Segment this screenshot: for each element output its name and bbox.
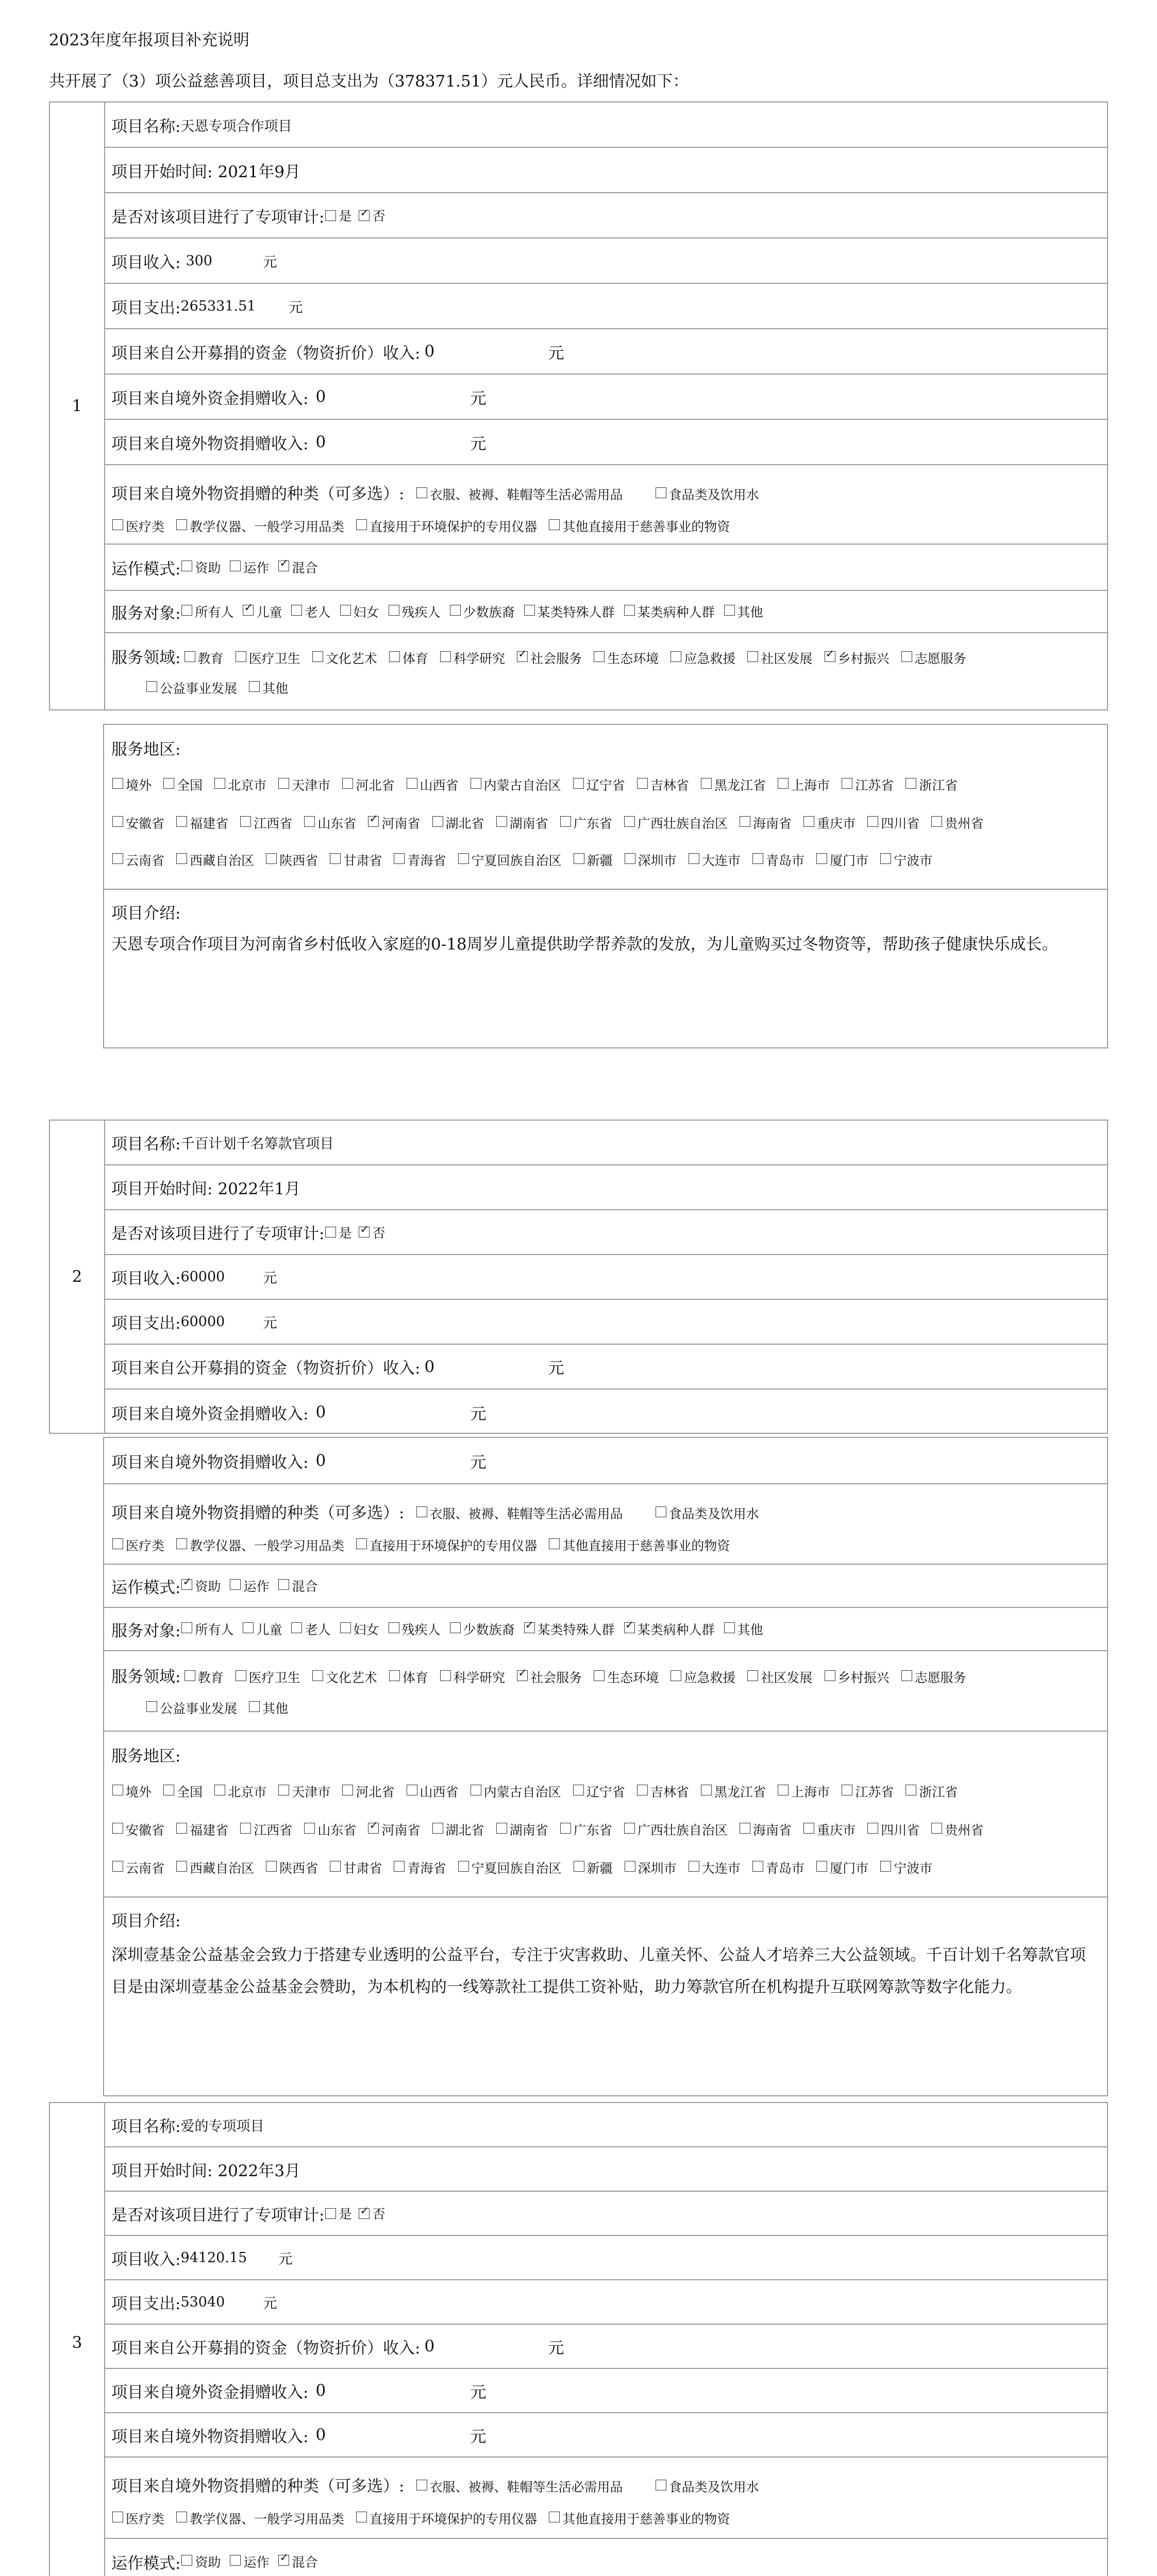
region-checkbox[interactable]	[112, 1861, 123, 1872]
row-region: 服务地区: 境外 全国 北京市 天津市 河北省 山西省 内蒙古自治区 辽宁省 吉林省 黑龙江省 上海市 江苏省 浙江省 安徽省 福建省 江西省 山东省 ✓ 河南省 湖北省 湖南省 广东省 广西壮族自治区 海南省 重庆市 四川省 贵州省 云南省 西藏自治区 陕西省 甘肃省 青海省 宁夏回族自治区 新疆 深圳市 大连市 青岛市 厦门市 宁波市	[104, 725, 1107, 890]
region-checkbox[interactable]	[803, 1823, 814, 1834]
region-checkbox[interactable]	[637, 1785, 648, 1795]
region-checkbox[interactable]	[163, 778, 174, 789]
row-desc: 项目介绍: 深圳壹基金公益基金会致力于搭建专业透明的公益平台，专注于灾害救助、儿童关怀、公益人才培养三大公益领域。千百计划千名筹款官项目是由深圳壹基金公益基金会赞助，为本机构的一线筹款社工提供工资补贴，助力筹款官所在机构提升互联网筹款等数字化能力。	[104, 1897, 1107, 2097]
row-foreign-goods: 项目来自境外物资捐赠收入: 0 元	[104, 2413, 1107, 2458]
region-checkbox[interactable]	[240, 816, 251, 827]
row-public: 项目来自公开募捐的资金（物资折价）收入: 0 元	[104, 329, 1107, 375]
target-checkbox[interactable]	[340, 605, 351, 616]
row-foreign-fund: 项目来自境外资金捐赠收入: 0 元	[104, 2369, 1107, 2413]
goods-checkbox[interactable]	[656, 487, 666, 498]
region-checkbox[interactable]	[752, 1861, 763, 1872]
region-checkbox[interactable]	[176, 1861, 187, 1872]
row-public: 项目来自公开募捐的资金（物资折价）收入: 0 元	[104, 2325, 1107, 2369]
field-checkbox[interactable]	[594, 1670, 605, 1681]
field-checkbox[interactable]	[236, 651, 246, 662]
project-2-detail-block	[103, 1437, 1108, 2096]
goods-checkbox[interactable]	[656, 2480, 666, 2490]
region-checkbox[interactable]	[624, 1823, 635, 1834]
audit-no-checkbox[interactable]	[359, 210, 370, 221]
region-checkbox[interactable]	[880, 853, 891, 864]
region-checkbox[interactable]	[867, 816, 878, 827]
row-start: 项目开始时间: 2022年3月	[104, 2147, 1107, 2192]
field-checkbox[interactable]	[825, 1670, 835, 1681]
row-name: 项目名称: 天恩专项合作项目	[104, 103, 1107, 148]
project-description: 天恩专项合作项目为河南省乡村低收入家庭的0-18周岁儿童提供助学帮养款的发放，为儿童购买过冬物资等，帮助孩子健康快乐成长。	[111, 935, 1058, 954]
field-checkbox[interactable]	[517, 651, 528, 662]
target-checkbox[interactable]	[181, 1622, 192, 1633]
region-checkbox[interactable]	[842, 778, 852, 789]
goods-checkbox[interactable]	[112, 1538, 123, 1549]
goods-checkbox[interactable]	[356, 519, 367, 530]
row-expense: 项目支出: 53040 元	[104, 2280, 1107, 2325]
region-checkbox[interactable]	[112, 816, 123, 827]
row-audit: 是否对该项目进行了专项审计: 是 ✓ 否	[104, 193, 1107, 239]
mode-checkbox[interactable]	[181, 1579, 192, 1590]
row-foreign-goods: 项目来自境外物资捐赠收入: 0 元	[104, 420, 1107, 465]
field-checkbox[interactable]	[185, 1670, 195, 1681]
row-foreign-fund: 项目来自境外资金捐赠收入: 0 元	[104, 375, 1107, 420]
goods-checkbox[interactable]	[176, 1538, 187, 1549]
goods-checkbox[interactable]	[416, 487, 427, 498]
region-checkbox[interactable]	[624, 816, 635, 827]
row-expense: 项目支出: 265331.51 元	[104, 284, 1107, 329]
audit-yes-checkbox[interactable]	[325, 2208, 336, 2219]
field-checkbox[interactable]	[901, 651, 912, 662]
project-name: 爱的专项项目	[180, 2118, 264, 2134]
region-checkbox[interactable]	[573, 778, 584, 789]
audit-yes-checkbox[interactable]	[325, 1227, 336, 1238]
mode-checkbox[interactable]	[278, 1579, 289, 1590]
row-goods-types: 项目来自境外物资捐赠的种类（可多选）: 衣服、被褥、鞋帽等生活必需用品 食品类及饮用水 医疗类 教学仪器、一般学习用品类 直接用于环境保护的专用仪器 其他直接用于慈善事业的物资	[104, 1484, 1107, 1565]
goods-checkbox[interactable]	[176, 2512, 187, 2522]
region-checkbox[interactable]	[573, 1785, 584, 1795]
field-checkbox[interactable]	[517, 1670, 528, 1681]
target-checkbox[interactable]	[624, 1622, 635, 1633]
region-checkbox[interactable]	[432, 816, 443, 827]
region-checkbox[interactable]	[304, 816, 315, 827]
doc-intro: 共开展了（3）项公益慈善项目，项目总支出为（378371.51）元人民币。详细情况如下：	[49, 72, 689, 91]
target-checkbox[interactable]	[450, 605, 461, 616]
goods-checkbox[interactable]	[112, 2512, 123, 2522]
region-checkbox[interactable]	[394, 1861, 405, 1872]
region-checkbox[interactable]	[496, 1823, 507, 1834]
goods-checkbox[interactable]	[176, 519, 187, 530]
goods-checkbox[interactable]	[656, 1506, 666, 1517]
region-checkbox[interactable]	[931, 816, 942, 827]
goods-checkbox[interactable]	[356, 1538, 367, 1549]
row-mode: 运作模式: 资助 运作 ✓ 混合	[104, 545, 1107, 591]
field-checkbox[interactable]	[185, 651, 195, 662]
region-checkbox[interactable]	[560, 816, 571, 827]
project-name: 千百计划千名筹款官项目	[180, 1136, 334, 1152]
region-checkbox[interactable]	[701, 778, 712, 789]
mode-checkbox[interactable]	[278, 561, 289, 571]
row-audit: 是否对该项目进行了专项审计: 是 ✓ 否	[104, 1210, 1107, 1255]
project-index: 1	[50, 103, 105, 709]
region-checkbox[interactable]	[266, 1861, 277, 1872]
mode-checkbox[interactable]	[278, 2555, 289, 2566]
region-checkbox[interactable]	[471, 778, 481, 789]
region-checkbox[interactable]	[816, 1861, 827, 1872]
project-1-block	[49, 101, 1108, 710]
doc-title: 2023年度年报项目补充说明	[49, 31, 249, 49]
start-date: 2021年9月	[217, 162, 301, 181]
row-foreign-fund: 项目来自境外资金捐赠收入: 0 元	[111, 1403, 487, 1423]
goods-checkbox[interactable]	[416, 2480, 427, 2490]
target-checkbox[interactable]	[340, 1622, 351, 1633]
row-target: 服务对象: 所有人 ✓ 儿童 老人 妇女 残疾人 少数族裔 某类特殊人群 某类病种人群 其他	[104, 591, 1107, 633]
expense-value: 265331.51	[180, 298, 256, 314]
row-audit: 是否对该项目进行了专项审计: 是 ✓ 否	[104, 2192, 1107, 2236]
target-checkbox[interactable]	[524, 605, 535, 616]
region-checkbox[interactable]	[778, 778, 789, 789]
region-checkbox[interactable]	[740, 1823, 750, 1834]
region-checkbox[interactable]	[458, 853, 469, 864]
region-checkbox[interactable]	[112, 1823, 123, 1834]
target-checkbox[interactable]	[181, 605, 192, 616]
field-checkbox[interactable]	[440, 651, 451, 662]
region-checkbox[interactable]	[432, 1823, 443, 1834]
region-checkbox[interactable]	[637, 778, 648, 789]
field-checkbox[interactable]	[747, 651, 758, 662]
region-checkbox[interactable]	[278, 1785, 289, 1795]
row-name: 项目名称: 爱的专项项目	[104, 2103, 1107, 2147]
audit-no-checkbox[interactable]	[359, 1227, 370, 1238]
region-checkbox[interactable]	[842, 1785, 852, 1795]
row-field: 服务领域: 教育 医疗卫生 文化艺术 体育 科学研究 ✓ 社会服务 生态环境 应急救援 社区发展 ✓ 乡村振兴 志愿服务 公益事业发展 其他	[104, 633, 1107, 711]
goods-checkbox[interactable]	[549, 519, 560, 530]
field-checkbox[interactable]	[670, 1670, 681, 1681]
row-public: 项目来自公开募捐的资金（物资折价）收入: 0 元	[104, 1345, 1107, 1389]
target-checkbox[interactable]	[291, 605, 302, 616]
target-checkbox[interactable]	[291, 1622, 302, 1633]
region-checkbox[interactable]	[803, 816, 814, 827]
region-checkbox[interactable]	[867, 1823, 878, 1834]
region-checkbox[interactable]	[407, 1785, 417, 1795]
project-2-block	[49, 1120, 1108, 1434]
region-checkbox[interactable]	[816, 853, 827, 864]
field-checkbox[interactable]	[236, 1670, 246, 1681]
region-checkbox[interactable]	[560, 1823, 571, 1834]
region-checkbox[interactable]	[496, 816, 507, 827]
field-checkbox[interactable]	[389, 651, 400, 662]
field-checkbox[interactable]	[312, 1670, 323, 1681]
region-checkbox[interactable]	[176, 1823, 187, 1834]
region-checkbox[interactable]	[278, 778, 289, 789]
field-checkbox[interactable]	[249, 1701, 260, 1712]
region-checkbox[interactable]	[266, 853, 277, 864]
row-goods-types: 项目来自境外物资捐赠的种类（可多选）: 衣服、被褥、鞋帽等生活必需用品 食品类及饮用水 医疗类 教学仪器、一般学习用品类 直接用于环境保护的专用仪器 其他直接用于慈善事业的物资	[104, 2458, 1107, 2539]
row-income: 项目收入: 300 元	[104, 239, 1107, 284]
row-target: 服务对象: 所有人 儿童 老人 妇女 残疾人 少数族裔 ✓ 某类特殊人群 ✓ 某类病种人群 其他	[104, 1608, 1107, 1651]
region-checkbox[interactable]	[368, 816, 379, 827]
target-checkbox[interactable]	[389, 605, 399, 616]
target-checkbox[interactable]	[524, 1622, 535, 1633]
region-checkbox[interactable]	[689, 853, 699, 864]
row-desc: 项目介绍: 天恩专项合作项目为河南省乡村低收入家庭的0-18周岁儿童提供助学帮养款的发放，为儿童购买过冬物资等，帮助孩子健康快乐成长。	[104, 890, 1107, 1049]
field-checkbox[interactable]	[389, 1670, 400, 1681]
row-start: 项目开始时间: 2021年9月	[104, 148, 1107, 193]
project-name: 天恩专项合作项目	[180, 118, 292, 134]
region-checkbox[interactable]	[394, 853, 405, 864]
field-checkbox[interactable]	[249, 681, 260, 692]
region-checkbox[interactable]	[342, 1785, 353, 1795]
field-checkbox[interactable]	[901, 1670, 912, 1681]
target-checkbox[interactable]	[243, 605, 254, 616]
row-income: 项目收入: 94120.15 元	[104, 2236, 1107, 2280]
mode-checkbox[interactable]	[181, 2555, 192, 2566]
field-checkbox[interactable]	[440, 1670, 451, 1681]
mode-checkbox[interactable]	[181, 561, 192, 571]
project-index: 3	[50, 2103, 105, 2576]
goods-checkbox[interactable]	[356, 2512, 367, 2522]
region-checkbox[interactable]	[880, 1861, 891, 1872]
region-checkbox[interactable]	[574, 853, 584, 864]
field-checkbox[interactable]	[594, 651, 605, 662]
goods-checkbox[interactable]	[112, 519, 123, 530]
region-checkbox[interactable]	[574, 1861, 584, 1872]
income-value: 300	[186, 252, 212, 269]
region-checkbox[interactable]	[176, 816, 187, 827]
region-checkbox[interactable]	[625, 853, 635, 864]
goods-checkbox[interactable]	[416, 1506, 427, 1517]
audit-yes-checkbox[interactable]	[325, 210, 336, 221]
region-checkbox[interactable]	[625, 1861, 635, 1872]
region-checkbox[interactable]	[176, 853, 187, 864]
target-checkbox[interactable]	[243, 1622, 254, 1633]
region-checkbox[interactable]	[240, 1823, 251, 1834]
mode-checkbox[interactable]	[230, 2555, 241, 2566]
region-checkbox[interactable]	[471, 1785, 481, 1795]
target-checkbox[interactable]	[450, 1622, 461, 1633]
region-checkbox[interactable]	[330, 1861, 341, 1872]
target-checkbox[interactable]	[389, 1622, 399, 1633]
target-checkbox[interactable]	[724, 605, 735, 616]
row-region: 服务地区: 境外 全国 北京市 天津市 河北省 山西省 内蒙古自治区 辽宁省 吉林省 黑龙江省 上海市 江苏省 浙江省 安徽省 福建省 江西省 山东省 ✓ 河南省 湖北省 湖南省 广东省 广西壮族自治区 海南省 重庆市 四川省 贵州省 云南省 西藏自治区 陕西省 甘肃省 青海省 宁夏回族自治区 新疆 深圳市 大连市 青岛市 厦门市 宁波市	[104, 1732, 1107, 1897]
project-3-block	[49, 2102, 1108, 2576]
mode-checkbox[interactable]	[230, 561, 241, 571]
region-checkbox[interactable]	[752, 853, 763, 864]
region-checkbox[interactable]	[304, 1823, 315, 1834]
region-checkbox[interactable]	[906, 778, 916, 789]
row-field: 服务领域: 教育 医疗卫生 文化艺术 体育 科学研究 ✓ 社会服务 生态环境 应急救援 社区发展 乡村振兴 志愿服务 公益事业发展 其他	[104, 1651, 1107, 1732]
region-checkbox[interactable]	[112, 1785, 123, 1795]
field-checkbox[interactable]	[312, 651, 323, 662]
region-checkbox[interactable]	[112, 853, 123, 864]
row-name: 项目名称: 千百计划千名筹款官项目	[104, 1121, 1107, 1165]
region-checkbox[interactable]	[931, 1823, 942, 1834]
region-checkbox[interactable]	[689, 1861, 699, 1872]
field-checkbox[interactable]	[825, 651, 835, 662]
field-checkbox[interactable]	[146, 1701, 157, 1712]
audit-no-checkbox[interactable]	[359, 2208, 370, 2219]
region-checkbox[interactable]	[330, 853, 341, 864]
region-checkbox[interactable]	[368, 1823, 379, 1834]
project-1-region-block	[103, 724, 1108, 1048]
region-checkbox[interactable]	[342, 778, 353, 789]
field-checkbox[interactable]	[670, 651, 681, 662]
goods-checkbox[interactable]	[549, 1538, 560, 1549]
region-checkbox[interactable]	[214, 1785, 225, 1795]
row-expense: 项目支出: 60000 元	[104, 1300, 1107, 1345]
row-foreign-goods: 项目来自境外物资捐赠收入: 0 元	[104, 1438, 1107, 1484]
field-checkbox[interactable]	[146, 681, 157, 692]
target-checkbox[interactable]	[724, 1622, 735, 1633]
region-checkbox[interactable]	[906, 1785, 916, 1795]
row-mode: 运作模式: ✓ 资助 运作 混合	[104, 1565, 1107, 1608]
row-mode: 运作模式: 资助 运作 ✓ 混合	[104, 2539, 1107, 2576]
mode-checkbox[interactable]	[230, 1579, 241, 1590]
region-checkbox[interactable]	[163, 1785, 174, 1795]
region-checkbox[interactable]	[740, 816, 750, 827]
target-checkbox[interactable]	[624, 605, 635, 616]
field-checkbox[interactable]	[747, 1670, 758, 1681]
region-checkbox[interactable]	[778, 1785, 789, 1795]
region-checkbox[interactable]	[458, 1861, 469, 1872]
goods-checkbox[interactable]	[549, 2512, 560, 2522]
region-checkbox[interactable]	[112, 778, 123, 789]
region-checkbox[interactable]	[214, 778, 225, 789]
project-description: 深圳壹基金公益基金会致力于搭建专业透明的公益平台，专注于灾害救助、儿童关怀、公益人才培养三大公益领域。千百计划千名筹款官项目是由深圳壹基金公益基金会赞助，为本机构的一线筹款社工提供工资补贴，助力筹款官所在机构提升互联网筹款等数字化能力。	[111, 1946, 1086, 1996]
project-index: 2	[50, 1121, 105, 1433]
row-income: 项目收入: 60000 元	[104, 1255, 1107, 1300]
region-checkbox[interactable]	[407, 778, 417, 789]
region-checkbox[interactable]	[701, 1785, 712, 1795]
row-goods-types: 项目来自境外物资捐赠的种类（可多选）: 衣服、被褥、鞋帽等生活必需用品 食品类及饮用水 医疗类 教学仪器、一般学习用品类 直接用于环境保护的专用仪器 其他直接用于慈善事业的物资	[104, 465, 1107, 545]
row-start: 项目开始时间: 2022年1月	[104, 1165, 1107, 1210]
